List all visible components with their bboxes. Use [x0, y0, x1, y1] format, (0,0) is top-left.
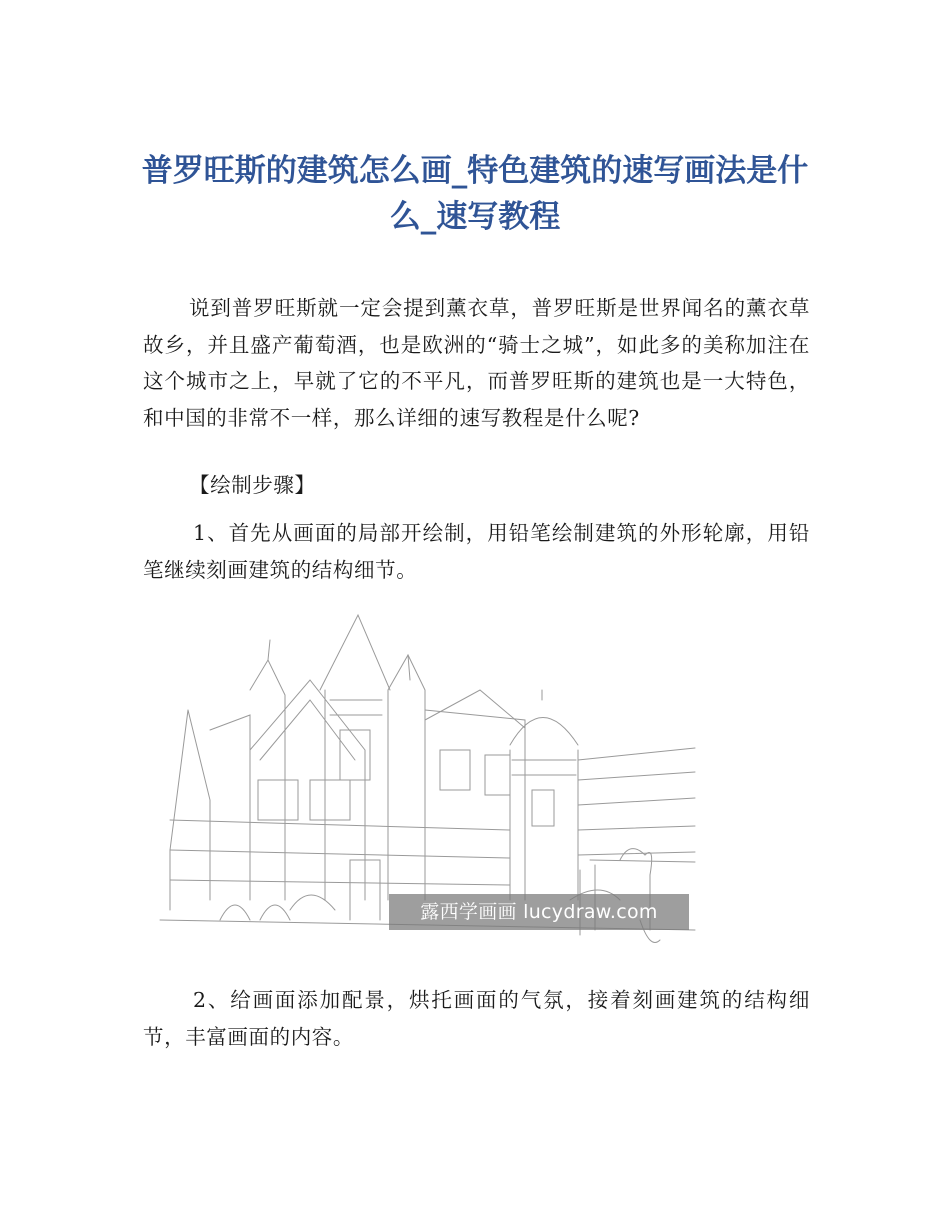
intro-paragraph: 说到普罗旺斯就一定会提到薰衣草，普罗旺斯是世界闻名的薰衣草故乡，并且盛产葡萄酒，也是欧洲的“骑士之城”，如此多的美称加注在这个城市之上，早就了它的不平凡，而普罗旺斯的建筑也是一大特色，和中国的非常不一样，那么详细的速写教程是什么呢?: [143, 296, 810, 430]
steps-heading: 【绘制步骤】: [189, 473, 316, 497]
watermark-label: 露西学画画 lucydraw.com: [389, 894, 689, 930]
building-sketch-image: [150, 600, 710, 960]
step-2-paragraph: 2、给画面添加配景，烘托画面的气氛，接着刻画建筑的结构细节，丰富画面的内容。: [143, 988, 810, 1049]
page-title: 普罗旺斯的建筑怎么画_特色建筑的速写画法是什么_速写教程: [141, 153, 809, 235]
step-1-paragraph: 1、首先从画面的局部开绘制，用铅笔绘制建筑的外形轮廓，用铅笔继续刻画建筑的结构细节。: [143, 521, 810, 582]
